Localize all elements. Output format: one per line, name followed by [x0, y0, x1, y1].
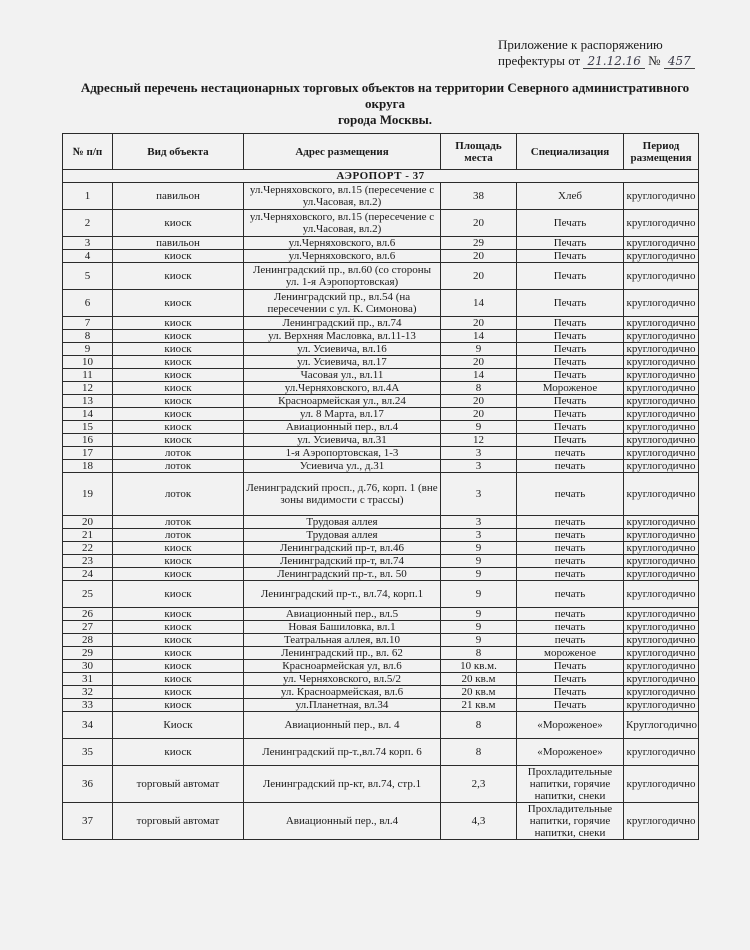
table-cell: Ленинградский пр-т, вл.46 — [244, 542, 441, 555]
table-cell: Печать — [517, 434, 624, 447]
table-cell: киоск — [113, 568, 244, 581]
table-cell: печать — [517, 568, 624, 581]
table-cell: 29 — [441, 237, 517, 250]
table-cell: круглогодично — [624, 803, 699, 840]
title-line-1: Адресный перечень нестационарных торговых объектов на территории Северного административного округа — [80, 80, 690, 111]
table-cell: лоток — [113, 447, 244, 460]
table-cell: печать — [517, 447, 624, 460]
table-cell: ул. Усиевича, вл.31 — [244, 434, 441, 447]
table-cell: 4 — [63, 250, 113, 263]
table-cell: 20 кв.м — [441, 673, 517, 686]
table-cell: Печать — [517, 356, 624, 369]
table-cell: круглогодично — [624, 395, 699, 408]
table-row — [63, 686, 699, 699]
table-cell: ул. 8 Марта, вл.17 — [244, 408, 441, 421]
table-cell: 9 — [441, 608, 517, 621]
table-cell: Печать — [517, 237, 624, 250]
table-cell: 9 — [441, 634, 517, 647]
table-cell: ул. Усиевича, вл.17 — [244, 356, 441, 369]
table-row — [63, 581, 699, 608]
table-cell: печать — [517, 555, 624, 568]
table-cell: Авиационный пер., вл.5 — [244, 608, 441, 621]
table-cell: 27 — [63, 621, 113, 634]
table-cell: киоск — [113, 210, 244, 237]
table-cell: 14 — [441, 290, 517, 317]
table-cell: 3 — [441, 473, 517, 516]
table-row — [63, 330, 699, 343]
table-cell: Печать — [517, 330, 624, 343]
table-cell: Печать — [517, 699, 624, 712]
table-row — [63, 210, 699, 237]
table-cell: 20 — [441, 250, 517, 263]
table-cell: ул.Черняховского, вл.15 (пересечение с ул.Часовая, вл.2) — [244, 210, 441, 237]
table-cell: 24 — [63, 568, 113, 581]
table-cell: Прохладительные напитки, горячие напитки, снеки — [517, 766, 624, 803]
table-cell: круглогодично — [624, 183, 699, 210]
table-cell: круглогодично — [624, 542, 699, 555]
table-cell: круглогодично — [624, 739, 699, 766]
table-cell: Круглогодично — [624, 712, 699, 739]
table-cell: круглогодично — [624, 447, 699, 460]
annex-number-sign: № — [648, 53, 661, 68]
table-cell: круглогодично — [624, 290, 699, 317]
annex-line-2-prefix: префектуры от — [498, 53, 581, 68]
table-cell: 8 — [441, 739, 517, 766]
table-cell: 21 — [63, 529, 113, 542]
table-cell: круглогодично — [624, 660, 699, 673]
table-cell: круглогодично — [624, 647, 699, 660]
table-cell: 20 — [441, 263, 517, 290]
table-cell: 12 — [441, 434, 517, 447]
table-cell: мороженое — [517, 647, 624, 660]
table-cell: ул.Черняховского, вл.6 — [244, 237, 441, 250]
table-cell: 3 — [63, 237, 113, 250]
table-row — [63, 434, 699, 447]
table-cell: 1 — [63, 183, 113, 210]
table-cell: киоск — [113, 555, 244, 568]
table-cell: 11 — [63, 369, 113, 382]
table-cell: киоск — [113, 634, 244, 647]
table-cell: ул. Красноармейская, вл.6 — [244, 686, 441, 699]
table-cell: 29 — [63, 647, 113, 660]
table-cell: 36 — [63, 766, 113, 803]
table-cell: 22 — [63, 542, 113, 555]
table-cell: 25 — [63, 581, 113, 608]
table-cell: Театральная аллея, вл.10 — [244, 634, 441, 647]
table-cell: 9 — [63, 343, 113, 356]
table-cell: киоск — [113, 686, 244, 699]
annex-line-1: Приложение к распоряжению — [498, 37, 663, 52]
table-cell: круглогодично — [624, 317, 699, 330]
table-row — [63, 739, 699, 766]
table-cell: Печать — [517, 660, 624, 673]
table-cell: 9 — [441, 555, 517, 568]
table-cell: круглогодично — [624, 421, 699, 434]
table-row — [63, 343, 699, 356]
table-cell: 28 — [63, 634, 113, 647]
table-cell: киоск — [113, 395, 244, 408]
table-cell: круглогодично — [624, 608, 699, 621]
table-cell: Авиационный пер., вл.4 — [244, 803, 441, 840]
table-header-row — [63, 134, 699, 170]
table-cell: круглогодично — [624, 210, 699, 237]
table-cell: печать — [517, 529, 624, 542]
table-cell: круглогодично — [624, 673, 699, 686]
table-cell: круглогодично — [624, 263, 699, 290]
table-row — [63, 395, 699, 408]
table-cell: печать — [517, 621, 624, 634]
table-cell: 20 — [63, 516, 113, 529]
table-row — [63, 382, 699, 395]
table-cell: Ленинградский пр-кт, вл.74, стр.1 — [244, 766, 441, 803]
table-cell: круглогодично — [624, 766, 699, 803]
table-cell: 9 — [441, 621, 517, 634]
table-cell: Печать — [517, 421, 624, 434]
table-cell: киоск — [113, 660, 244, 673]
table-cell: 9 — [441, 343, 517, 356]
table-cell: киоск — [113, 647, 244, 660]
table-cell: торговый автомат — [113, 803, 244, 840]
table-cell: лоток — [113, 529, 244, 542]
table-cell: Печать — [517, 408, 624, 421]
table-cell: 30 — [63, 660, 113, 673]
table-row — [63, 369, 699, 382]
table-cell: 31 — [63, 673, 113, 686]
section-title: АЭРОПОРТ - 37 — [63, 170, 699, 183]
table-row — [63, 250, 699, 263]
table-cell: круглогодично — [624, 237, 699, 250]
table-cell: круглогодично — [624, 555, 699, 568]
table-cell: 9 — [441, 542, 517, 555]
table-cell: 9 — [441, 581, 517, 608]
title-line-2: города Москвы. — [337, 112, 433, 127]
table-cell: 37 — [63, 803, 113, 840]
table-cell: киоск — [113, 434, 244, 447]
table-row — [63, 317, 699, 330]
table-row — [63, 699, 699, 712]
table-cell: 20 — [441, 395, 517, 408]
table-row — [63, 542, 699, 555]
header-cell: Площадь места — [441, 134, 517, 170]
table-cell: печать — [517, 542, 624, 555]
table-row — [63, 237, 699, 250]
table-cell: 6 — [63, 290, 113, 317]
table-cell: ул. Верхняя Масловка, вл.11-13 — [244, 330, 441, 343]
table-cell: печать — [517, 473, 624, 516]
table-cell: круглогодично — [624, 699, 699, 712]
table-cell: 1-я Аэропортовская, 1-3 — [244, 447, 441, 460]
table-row — [63, 421, 699, 434]
table-cell: 10 — [63, 356, 113, 369]
table-cell: круглогодично — [624, 369, 699, 382]
table-cell: ул. Черняховского, вл.5/2 — [244, 673, 441, 686]
table-cell: павильон — [113, 237, 244, 250]
table-row — [63, 408, 699, 421]
table-cell: круглогодично — [624, 581, 699, 608]
table-cell: круглогодично — [624, 250, 699, 263]
table-cell: Печать — [517, 686, 624, 699]
table-cell: 20 — [441, 408, 517, 421]
table-cell: 8 — [441, 647, 517, 660]
table-cell: Печать — [517, 290, 624, 317]
table-cell: Хлеб — [517, 183, 624, 210]
table-row — [63, 766, 699, 803]
table-cell: Печать — [517, 673, 624, 686]
table-cell: Трудовая аллея — [244, 529, 441, 542]
table-cell: 7 — [63, 317, 113, 330]
table-cell: ул.Черняховского, вл.4А — [244, 382, 441, 395]
table-cell: 21 кв.м — [441, 699, 517, 712]
table-cell: 14 — [441, 330, 517, 343]
table-row — [63, 621, 699, 634]
table-cell: круглогодично — [624, 516, 699, 529]
table-cell: киоск — [113, 330, 244, 343]
table-cell: печать — [517, 581, 624, 608]
table-cell: 8 — [63, 330, 113, 343]
table-row — [63, 447, 699, 460]
table-cell: 20 — [441, 210, 517, 237]
table-cell: круглогодично — [624, 460, 699, 473]
table-cell: киоск — [113, 290, 244, 317]
table-cell: 5 — [63, 263, 113, 290]
table-cell: круглогодично — [624, 634, 699, 647]
table-cell: круглогодично — [624, 529, 699, 542]
table-cell: 16 — [63, 434, 113, 447]
header-cell: Адрес размещения — [244, 134, 441, 170]
table-cell: Ленинградский пр., вл.54 (на пересечении с ул. К. Симонова) — [244, 290, 441, 317]
table-cell: печать — [517, 460, 624, 473]
table-row — [63, 529, 699, 542]
table-cell: 26 — [63, 608, 113, 621]
table-row — [63, 634, 699, 647]
table-cell: Ленинградский пр-т, вл.74 — [244, 555, 441, 568]
table-row — [63, 263, 699, 290]
table-cell: круглогодично — [624, 686, 699, 699]
section-row — [63, 170, 699, 183]
table-cell: киоск — [113, 356, 244, 369]
header-cell: № п/п — [63, 134, 113, 170]
table-cell: 15 — [63, 421, 113, 434]
table-cell: 12 — [63, 382, 113, 395]
header-cell: Вид объекта — [113, 134, 244, 170]
table-cell: печать — [517, 634, 624, 647]
table-cell: круглогодично — [624, 343, 699, 356]
table-cell: Печать — [517, 317, 624, 330]
table-cell: круглогодично — [624, 382, 699, 395]
table-cell: Авиационный пер., вл. 4 — [244, 712, 441, 739]
table-cell: 14 — [63, 408, 113, 421]
table-cell: киоск — [113, 739, 244, 766]
table-cell: 38 — [441, 183, 517, 210]
table-cell: Красноармейская ул, вл.6 — [244, 660, 441, 673]
annex-number: 457 — [664, 54, 695, 69]
table-cell: круглогодично — [624, 330, 699, 343]
table-cell: Усиевича ул., д.31 — [244, 460, 441, 473]
table-cell: Печать — [517, 250, 624, 263]
table-cell: 2 — [63, 210, 113, 237]
annex-line-2 — [498, 53, 728, 69]
table-row — [63, 647, 699, 660]
table-cell: торговый автомат — [113, 766, 244, 803]
table-cell: Печать — [517, 395, 624, 408]
table-row — [63, 803, 699, 840]
table-cell: киоск — [113, 382, 244, 395]
table-cell: 34 — [63, 712, 113, 739]
table-cell: Ленинградский пр-т., вл.74, корп.1 — [244, 581, 441, 608]
table-cell: Часовая ул., вл.11 — [244, 369, 441, 382]
table-cell: Ленинградский пр-т.,вл.74 корп. 6 — [244, 739, 441, 766]
table-cell: 8 — [441, 712, 517, 739]
table-cell: 19 — [63, 473, 113, 516]
table-cell: 3 — [441, 460, 517, 473]
table-cell: «Мороженое» — [517, 739, 624, 766]
table-cell: 17 — [63, 447, 113, 460]
table-cell: Прохладительные напитки, горячие напитки, снеки — [517, 803, 624, 840]
table-cell: Печать — [517, 210, 624, 237]
header-cell: Период размещения — [624, 134, 699, 170]
table-cell: круглогодично — [624, 473, 699, 516]
table-row — [63, 516, 699, 529]
table-cell: киоск — [113, 699, 244, 712]
table-cell: 18 — [63, 460, 113, 473]
table-cell: ул.Черняховского, вл.15 (пересечение с ул.Часовая, вл.2) — [244, 183, 441, 210]
table-cell: киоск — [113, 621, 244, 634]
table-cell: 13 — [63, 395, 113, 408]
table-cell: киоск — [113, 263, 244, 290]
table-cell: лоток — [113, 516, 244, 529]
table-row — [63, 356, 699, 369]
table-row — [63, 290, 699, 317]
table-cell: круглогодично — [624, 408, 699, 421]
table-cell: Авиационный пер., вл.4 — [244, 421, 441, 434]
document-title — [70, 80, 700, 128]
table-cell: киоск — [113, 542, 244, 555]
table-cell: круглогодично — [624, 568, 699, 581]
table-cell: Красноармейская ул., вл.24 — [244, 395, 441, 408]
table-cell: 3 — [441, 516, 517, 529]
table-row — [63, 568, 699, 581]
table-row — [63, 555, 699, 568]
table-cell: печать — [517, 608, 624, 621]
table-cell: 4,3 — [441, 803, 517, 840]
table-row — [63, 608, 699, 621]
table-cell: киоск — [113, 317, 244, 330]
table-cell: киоск — [113, 250, 244, 263]
table-cell: 3 — [441, 529, 517, 542]
table-cell: 2,3 — [441, 766, 517, 803]
table-cell: 10 кв.м. — [441, 660, 517, 673]
table-cell: киоск — [113, 369, 244, 382]
table-cell: Печать — [517, 343, 624, 356]
table-cell: 14 — [441, 369, 517, 382]
table-cell: 9 — [441, 568, 517, 581]
table-cell: ул.Черняховского, вл.6 — [244, 250, 441, 263]
table-cell: «Мороженое» — [517, 712, 624, 739]
table-cell: круглогодично — [624, 434, 699, 447]
table-cell: ул. Усиевича, вл.16 — [244, 343, 441, 356]
table-cell: 23 — [63, 555, 113, 568]
table-cell: ул.Планетная, вл.34 — [244, 699, 441, 712]
objects-table — [62, 133, 699, 840]
table-cell: киоск — [113, 581, 244, 608]
table-cell: 33 — [63, 699, 113, 712]
table-cell: круглогодично — [624, 621, 699, 634]
table-cell: киоск — [113, 343, 244, 356]
table-cell: 20 — [441, 356, 517, 369]
table-cell: киоск — [113, 673, 244, 686]
table-cell: Ленинградский пр., вл. 62 — [244, 647, 441, 660]
table-cell: Ленинградский пр-т., вл. 50 — [244, 568, 441, 581]
table-cell: круглогодично — [624, 356, 699, 369]
table-row — [63, 460, 699, 473]
table-cell: Ленинградский пр., вл.74 — [244, 317, 441, 330]
table-cell: 35 — [63, 739, 113, 766]
table-cell: Печать — [517, 369, 624, 382]
table-cell: 20 — [441, 317, 517, 330]
table-row — [63, 673, 699, 686]
table-cell: Ленинградский пр., вл.60 (со стороны ул. 1-я Аэропортовская) — [244, 263, 441, 290]
table-cell: Ленинградский просп., д.76, корп. 1 (вне зоны видимости с трассы) — [244, 473, 441, 516]
table-cell: Мороженое — [517, 382, 624, 395]
table-cell: 32 — [63, 686, 113, 699]
table-row — [63, 183, 699, 210]
table-cell: киоск — [113, 408, 244, 421]
annex-date: 21.12.16 — [583, 54, 644, 69]
table-cell: 3 — [441, 447, 517, 460]
header-cell: Специализация — [517, 134, 624, 170]
table-cell: киоск — [113, 421, 244, 434]
table-cell: киоск — [113, 608, 244, 621]
table-cell: Новая Башиловка, вл.1 — [244, 621, 441, 634]
annex-note — [498, 37, 728, 69]
table-cell: 20 кв.м — [441, 686, 517, 699]
table-cell: лоток — [113, 460, 244, 473]
table-cell: Печать — [517, 263, 624, 290]
table-row — [63, 660, 699, 673]
table-row — [63, 712, 699, 739]
table-cell: павильон — [113, 183, 244, 210]
table-cell: 8 — [441, 382, 517, 395]
table-row — [63, 473, 699, 516]
table-cell: Киоск — [113, 712, 244, 739]
table-cell: печать — [517, 516, 624, 529]
table-cell: 9 — [441, 421, 517, 434]
table-cell: Трудовая аллея — [244, 516, 441, 529]
table-cell: лоток — [113, 473, 244, 516]
